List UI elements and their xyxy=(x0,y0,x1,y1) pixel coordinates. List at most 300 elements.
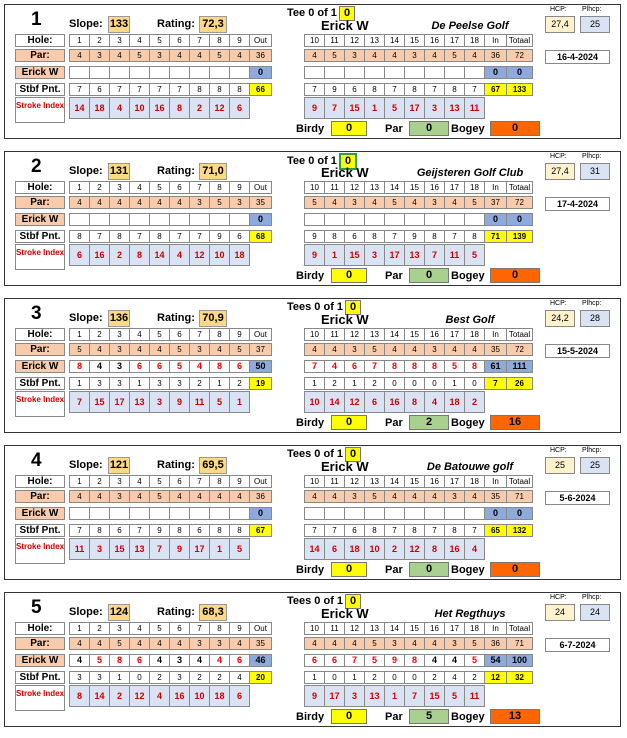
par-cell: 3 xyxy=(444,490,465,503)
hole-cell: 12 xyxy=(344,181,365,194)
front-par-row xyxy=(69,490,272,503)
stroke-index-cell: 8 xyxy=(169,97,190,119)
hcp-label: HCP: xyxy=(550,594,567,601)
score-cell[interactable] xyxy=(229,66,250,79)
stbf-cell: 0 xyxy=(464,377,485,390)
front-stbf-row xyxy=(69,524,272,537)
round-date[interactable]: 17-4-2024 xyxy=(545,197,610,211)
par-cell: 5 xyxy=(209,49,230,62)
par-cell: 5 xyxy=(109,637,130,650)
par-cell: 4 xyxy=(89,637,110,650)
stroke-index-cell: 5 xyxy=(209,391,230,413)
score-cell[interactable]: 4 xyxy=(209,654,230,667)
stbf-cell: 139 xyxy=(506,230,533,243)
back-par-row xyxy=(304,49,533,62)
slope-value[interactable]: 131 xyxy=(108,163,130,180)
stbf-cell: 1 xyxy=(344,671,365,684)
score-cell[interactable] xyxy=(129,213,150,226)
hole-cell: 14 xyxy=(384,328,405,341)
hole-cell: 17 xyxy=(444,181,465,194)
tee-value[interactable]: 0 xyxy=(339,6,355,21)
par-cell: 36 xyxy=(484,637,507,650)
par-cell: 5 xyxy=(384,196,405,209)
front-holes-row xyxy=(69,622,272,635)
front-stbf-row xyxy=(69,671,272,684)
round-number: 3 xyxy=(31,303,42,324)
score-cell[interactable] xyxy=(189,213,210,226)
score-cell[interactable]: 5 xyxy=(444,360,465,373)
par-cell: 36 xyxy=(249,49,272,62)
stroke-index-cell: 17 xyxy=(189,538,210,560)
score-cell[interactable] xyxy=(444,213,465,226)
round-date[interactable]: 15-5-2024 xyxy=(545,344,610,358)
score-cell[interactable] xyxy=(444,507,465,520)
front-par-row xyxy=(69,637,272,650)
score-cell[interactable] xyxy=(424,66,445,79)
score-cell[interactable] xyxy=(129,507,150,520)
score-cell[interactable]: 8 xyxy=(69,360,90,373)
slope-value[interactable]: 133 xyxy=(108,16,130,33)
hcp-value[interactable]: 27,4 xyxy=(545,16,575,33)
stroke-index-cell: 5 xyxy=(464,244,485,266)
score-cell[interactable] xyxy=(364,66,385,79)
par-cell: 4 xyxy=(69,196,90,209)
slope-value[interactable]: 121 xyxy=(108,457,130,474)
score-cell[interactable] xyxy=(304,66,325,79)
score-cell[interactable]: 9 xyxy=(384,654,405,667)
stbf-cell: 20 xyxy=(249,671,272,684)
score-cell[interactable] xyxy=(464,66,485,79)
front-holes-row xyxy=(69,328,272,341)
par-cell: 71 xyxy=(506,490,533,503)
score-cell[interactable]: 8 xyxy=(424,360,445,373)
score-cell[interactable] xyxy=(189,66,210,79)
stbf-cell: 3 xyxy=(89,671,110,684)
stroke-index-cell: 3 xyxy=(89,538,110,560)
plhcp-value: 28 xyxy=(580,310,610,327)
score-cell[interactable]: 4 xyxy=(444,654,465,667)
bogey-label: Bogey xyxy=(451,270,485,282)
hole-cell: 11 xyxy=(324,328,345,341)
stroke-index-cell: 9 xyxy=(304,685,325,707)
score-cell: 46 xyxy=(249,654,272,667)
player-row-label: Erick W xyxy=(15,360,65,373)
hole-cell: Totaal xyxy=(506,622,533,635)
par-cell: 5 xyxy=(364,490,385,503)
score-cell[interactable] xyxy=(169,213,190,226)
stbf-cell: 67 xyxy=(249,524,272,537)
round-date[interactable]: 6-7-2024 xyxy=(545,638,610,652)
score-cell[interactable] xyxy=(149,213,170,226)
hole-cell: 10 xyxy=(304,181,325,194)
stbf-cell: 3 xyxy=(169,377,190,390)
score-cell[interactable]: 4 xyxy=(149,654,170,667)
par-cell: 4 xyxy=(384,343,405,356)
score-cell[interactable] xyxy=(89,213,110,226)
par-cell: 3 xyxy=(209,637,230,650)
score-cell[interactable] xyxy=(404,213,425,226)
par-cell: 5 xyxy=(464,196,485,209)
stroke-index-cell: 1 xyxy=(229,391,250,413)
bogey-label: Bogey xyxy=(451,417,485,429)
stbf-cell: 132 xyxy=(506,524,533,537)
stroke-index-cell: 14 xyxy=(89,685,110,707)
score-cell[interactable] xyxy=(69,66,90,79)
par-cell: 5 xyxy=(464,637,485,650)
stbf-cell: 0 xyxy=(384,671,405,684)
par-cell: 4 xyxy=(404,343,425,356)
score-cell[interactable]: 3 xyxy=(169,654,190,667)
stbf-cell: 4 xyxy=(444,671,465,684)
back-holes-row xyxy=(304,622,533,635)
score-cell[interactable] xyxy=(169,507,190,520)
back-score-row xyxy=(304,66,533,79)
score-cell[interactable] xyxy=(189,507,210,520)
birdy-count: 0 xyxy=(331,709,367,724)
par-row-label: Par: xyxy=(15,637,65,650)
stroke-index-row-label: Stroke Index xyxy=(15,97,65,123)
stroke-index-cell: 16 xyxy=(384,391,405,413)
hole-cell: 15 xyxy=(404,181,425,194)
tee-value[interactable]: 0 xyxy=(345,594,361,609)
par-count: 2 xyxy=(409,415,449,430)
par-cell: 35 xyxy=(484,490,507,503)
score-cell[interactable]: 5 xyxy=(89,654,110,667)
stroke-index-cell: 3 xyxy=(364,244,385,266)
birdy-label: Birdy xyxy=(296,564,325,576)
stbf-cell: 7 xyxy=(324,524,345,537)
score-cell[interactable] xyxy=(324,507,345,520)
score-cell[interactable] xyxy=(324,66,345,79)
scorecard-round-3 xyxy=(4,298,621,433)
stbf-cell: 6 xyxy=(89,83,110,96)
stbf-cell: 8 xyxy=(109,230,130,243)
back-holes-row xyxy=(304,475,533,488)
course-name: De Peelse Golf xyxy=(431,20,509,32)
stroke-index-cell: 8 xyxy=(404,391,425,413)
score-cell[interactable] xyxy=(69,507,90,520)
stbf-cell: 7 xyxy=(129,83,150,96)
stbf-cell: 7 xyxy=(484,377,507,390)
stbf-cell: 7 xyxy=(304,83,325,96)
par-cell: 3 xyxy=(404,49,425,62)
score-cell[interactable] xyxy=(404,66,425,79)
hole-cell: 11 xyxy=(324,34,345,47)
score-cell: 0 xyxy=(506,66,533,79)
par-cell: 4 xyxy=(364,49,385,62)
player-row-label: Erick W xyxy=(15,507,65,520)
rating-value[interactable]: 72,3 xyxy=(199,16,227,33)
score-cell[interactable]: 6 xyxy=(304,654,325,667)
par-cell: 5 xyxy=(364,637,385,650)
stbf-cell: 9 xyxy=(304,230,325,243)
stbf-cell: 71 xyxy=(484,230,507,243)
par-cell: 4 xyxy=(444,196,465,209)
stroke-index-row-label: Stroke Index xyxy=(15,538,65,564)
hcp-label: HCP: xyxy=(550,6,567,13)
stroke-index-cell: 17 xyxy=(384,244,405,266)
stroke-index-cell: 17 xyxy=(109,391,130,413)
stroke-index-cell: 11 xyxy=(69,538,90,560)
rating-value[interactable]: 70,9 xyxy=(199,310,227,327)
score-cell[interactable]: 8 xyxy=(464,360,485,373)
hole-cell: 13 xyxy=(364,181,385,194)
stroke-index-cell: 14 xyxy=(324,391,345,413)
score-cell[interactable]: 6 xyxy=(129,360,150,373)
score-cell[interactable]: 8 xyxy=(404,654,425,667)
rating-value[interactable]: 69,5 xyxy=(199,457,227,474)
par-cell: 3 xyxy=(424,343,445,356)
round-date[interactable]: 16-4-2024 xyxy=(545,50,610,64)
par-cell: 4 xyxy=(229,49,250,62)
course-name: Geijsteren Golf Club xyxy=(416,167,524,179)
stroke-index-cell: 18 xyxy=(89,97,110,119)
score-cell[interactable] xyxy=(304,507,325,520)
back-stroke-index-row xyxy=(304,391,485,413)
par-row-label: Par: xyxy=(15,196,65,209)
score-cell[interactable] xyxy=(89,507,110,520)
rating-value[interactable]: 68,3 xyxy=(199,604,227,621)
tee-value[interactable]: 0 xyxy=(339,153,357,170)
tee-value[interactable]: 0 xyxy=(345,300,361,315)
score-cell[interactable] xyxy=(89,66,110,79)
hole-cell: 6 xyxy=(169,328,190,341)
hcp-value[interactable]: 24 xyxy=(545,604,575,621)
par-cell: 3 xyxy=(109,490,130,503)
score-cell[interactable] xyxy=(109,507,130,520)
score-cell[interactable] xyxy=(129,66,150,79)
rating-label: Rating: xyxy=(157,459,195,471)
course-name: Het Regthuys xyxy=(434,608,506,620)
score-cell[interactable] xyxy=(344,213,365,226)
slope-value[interactable]: 124 xyxy=(108,604,130,621)
course-name: Best Golf xyxy=(445,314,495,326)
stbf-cell: 9 xyxy=(149,524,170,537)
stbf-cell: 6 xyxy=(189,524,210,537)
back-stroke-index-row xyxy=(304,97,485,119)
rating-value[interactable]: 71,0 xyxy=(199,163,227,180)
hole-cell: 6 xyxy=(169,34,190,47)
par-cell: 4 xyxy=(344,637,365,650)
hole-cell: Totaal xyxy=(506,181,533,194)
score-cell[interactable] xyxy=(464,213,485,226)
score-cell[interactable]: 6 xyxy=(229,654,250,667)
stbf-cell: 8 xyxy=(229,524,250,537)
bogey-count: 16 xyxy=(490,415,540,430)
par-count: 0 xyxy=(409,121,449,136)
score-cell[interactable]: 7 xyxy=(364,360,385,373)
stroke-index-cell: 1 xyxy=(324,244,345,266)
hole-cell: 6 xyxy=(169,181,190,194)
score-cell[interactable] xyxy=(149,66,170,79)
score-cell[interactable] xyxy=(109,66,130,79)
back-par-row xyxy=(304,196,533,209)
score-cell[interactable] xyxy=(364,213,385,226)
score-cell[interactable] xyxy=(69,213,90,226)
front-par-row xyxy=(69,343,272,356)
score-cell[interactable]: 8 xyxy=(209,360,230,373)
score-cell[interactable] xyxy=(229,507,250,520)
score-cell[interactable]: 5 xyxy=(364,654,385,667)
stroke-index-cell: 14 xyxy=(69,97,90,119)
stroke-index-cell: 2 xyxy=(189,97,210,119)
rating-label: Rating: xyxy=(157,165,195,177)
score-cell[interactable]: 6 xyxy=(129,654,150,667)
stroke-index-cell: 4 xyxy=(149,685,170,707)
back-stbf-row xyxy=(304,524,533,537)
hcp-label: HCP: xyxy=(550,300,567,307)
score-cell[interactable]: 5 xyxy=(169,360,190,373)
hole-cell: 14 xyxy=(384,34,405,47)
score-cell[interactable]: 8 xyxy=(109,654,130,667)
score-cell[interactable]: 7 xyxy=(304,360,325,373)
stroke-index-cell: 2 xyxy=(109,244,130,266)
stbf-cell: 0 xyxy=(404,671,425,684)
stbf-cell: 6 xyxy=(344,83,365,96)
score-cell[interactable] xyxy=(384,507,405,520)
score-cell[interactable] xyxy=(209,213,230,226)
birdy-count: 0 xyxy=(331,415,367,430)
hole-cell: 13 xyxy=(364,328,385,341)
stroke-index-cell: 4 xyxy=(464,538,485,560)
score-cell[interactable]: 4 xyxy=(69,654,90,667)
score-cell[interactable]: 7 xyxy=(344,654,365,667)
stroke-index-cell: 15 xyxy=(424,685,445,707)
hole-cell: 15 xyxy=(404,34,425,47)
par-cell: 5 xyxy=(129,49,150,62)
stbf-cell: 7 xyxy=(384,83,405,96)
score-cell[interactable]: 8 xyxy=(404,360,425,373)
stbf-cell: 7 xyxy=(129,230,150,243)
score-cell[interactable] xyxy=(209,507,230,520)
stbf-row-label: Stbf Pnt. xyxy=(15,671,65,684)
slope-value[interactable]: 136 xyxy=(108,310,130,327)
score-cell[interactable]: 4 xyxy=(89,360,110,373)
tee-value[interactable]: 0 xyxy=(345,447,361,462)
stroke-index-cell: 6 xyxy=(229,685,250,707)
stroke-index-cell: 11 xyxy=(464,685,485,707)
front-stroke-index-row xyxy=(69,244,250,266)
stroke-index-cell: 7 xyxy=(149,538,170,560)
score-cell[interactable] xyxy=(344,66,365,79)
score-cell[interactable] xyxy=(344,507,365,520)
par-cell: 3 xyxy=(424,196,445,209)
stbf-cell: 7 xyxy=(304,524,325,537)
hole-cell: In xyxy=(484,34,507,47)
hole-cell: 16 xyxy=(424,34,445,47)
score-cell[interactable]: 3 xyxy=(109,360,130,373)
hole-cell: 2 xyxy=(89,328,110,341)
score-cell[interactable] xyxy=(209,66,230,79)
score-cell[interactable]: 4 xyxy=(324,360,345,373)
plhcp-value: 25 xyxy=(580,457,610,474)
hole-cell: 2 xyxy=(89,181,110,194)
score-cell[interactable] xyxy=(424,507,445,520)
hole-cell: 8 xyxy=(209,622,230,635)
stbf-cell: 7 xyxy=(129,524,150,537)
score-cell[interactable] xyxy=(169,66,190,79)
scorecard-round-2 xyxy=(4,151,621,286)
hole-cell: 1 xyxy=(69,181,90,194)
round-date[interactable]: 5-6-2024 xyxy=(545,491,610,505)
player-name: Erick W xyxy=(321,312,369,327)
score-cell[interactable]: 4 xyxy=(424,654,445,667)
stroke-index-cell: 6 xyxy=(69,244,90,266)
score-cell[interactable]: 4 xyxy=(189,360,210,373)
par-cell: 4 xyxy=(69,637,90,650)
birdy-count: 0 xyxy=(331,268,367,283)
score-cell[interactable]: 6 xyxy=(229,360,250,373)
score-cell[interactable]: 5 xyxy=(464,654,485,667)
score-cell[interactable]: 6 xyxy=(324,654,345,667)
hole-cell: 7 xyxy=(189,622,210,635)
score-cell[interactable]: 6 xyxy=(149,360,170,373)
hole-cell: 11 xyxy=(324,475,345,488)
stbf-cell: 26 xyxy=(506,377,533,390)
stroke-index-cell: 5 xyxy=(229,538,250,560)
stroke-index-cell: 9 xyxy=(304,97,325,119)
stroke-index-cell: 6 xyxy=(364,391,385,413)
hcp-value[interactable]: 24,2 xyxy=(545,310,575,327)
score-cell[interactable]: 6 xyxy=(344,360,365,373)
score-cell[interactable] xyxy=(364,507,385,520)
hole-cell: 13 xyxy=(364,622,385,635)
hcp-value[interactable]: 25 xyxy=(545,457,575,474)
bogey-count: 0 xyxy=(490,562,540,577)
front-score-row xyxy=(69,213,272,226)
score-cell[interactable] xyxy=(444,66,465,79)
bogey-label: Bogey xyxy=(451,711,485,723)
stroke-index-cell: 12 xyxy=(404,538,425,560)
score-cell[interactable]: 4 xyxy=(189,654,210,667)
stbf-cell: 8 xyxy=(209,524,230,537)
score-cell[interactable] xyxy=(109,213,130,226)
stbf-cell: 8 xyxy=(169,524,190,537)
stbf-cell: 8 xyxy=(364,524,385,537)
hole-cell: In xyxy=(484,328,507,341)
score-cell[interactable] xyxy=(304,213,325,226)
back-stroke-index-row xyxy=(304,244,485,266)
par-cell: 3 xyxy=(89,49,110,62)
plhcp-label: Plhcp: xyxy=(582,594,602,601)
hole-cell: Out xyxy=(249,34,272,47)
scorecard-round-1 xyxy=(4,4,621,139)
rating-label: Rating: xyxy=(157,312,195,324)
hole-cell: 15 xyxy=(404,328,425,341)
score-cell[interactable] xyxy=(464,507,485,520)
bogey-label: Bogey xyxy=(451,123,485,135)
score-cell[interactable] xyxy=(149,507,170,520)
hcp-value[interactable]: 27,4 xyxy=(545,163,575,180)
score-cell[interactable] xyxy=(424,213,445,226)
score-cell[interactable] xyxy=(324,213,345,226)
score-cell[interactable] xyxy=(404,507,425,520)
par-row-label: Par: xyxy=(15,49,65,62)
score-cell[interactable] xyxy=(384,66,405,79)
round-number: 5 xyxy=(31,597,42,618)
stbf-row-label: Stbf Pnt. xyxy=(15,524,65,537)
stbf-cell: 1 xyxy=(69,377,90,390)
stbf-cell: 7 xyxy=(424,83,445,96)
score-cell[interactable]: 8 xyxy=(384,360,405,373)
hole-cell: In xyxy=(484,475,507,488)
stbf-cell: 65 xyxy=(484,524,507,537)
stroke-index-cell: 3 xyxy=(424,97,445,119)
score-cell[interactable] xyxy=(384,213,405,226)
par-cell: 3 xyxy=(189,343,210,356)
score-cell[interactable] xyxy=(229,213,250,226)
stbf-cell: 2 xyxy=(464,671,485,684)
